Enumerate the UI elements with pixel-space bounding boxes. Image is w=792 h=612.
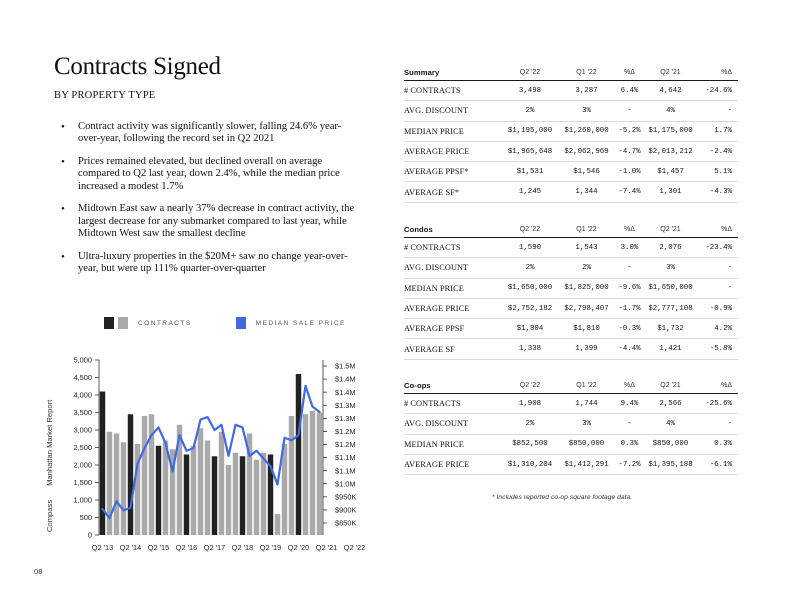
table-row xyxy=(404,142,738,162)
table-row xyxy=(404,162,738,182)
table-cell: -1.0% xyxy=(618,167,641,176)
table-row xyxy=(404,122,738,142)
table-row xyxy=(404,81,738,101)
table-cell: 1,245 xyxy=(518,188,542,197)
row-label: AVERAGE PRICE xyxy=(404,304,470,314)
table-cell: $1,650,000 xyxy=(507,284,553,293)
table-title: Co-ops xyxy=(404,381,431,390)
contracts-bar xyxy=(184,455,189,536)
table-cell: -1.7% xyxy=(618,304,641,313)
right-axis-label: $900K xyxy=(335,505,357,515)
table-cell: -25.6% xyxy=(705,399,732,408)
table-co-ops xyxy=(404,378,738,475)
side-label-report: Manhattan Market Report xyxy=(45,399,54,486)
table-cell: -5.8% xyxy=(709,345,732,354)
page-title: Contracts Signed xyxy=(54,53,221,80)
right-axis-label: $1.0M xyxy=(335,479,356,489)
table-cell: -0.3% xyxy=(618,324,641,333)
row-label: AVG. DISCOUNT xyxy=(404,419,469,429)
contracts-bar xyxy=(198,428,203,535)
header-cell: Q2 '21 xyxy=(660,226,681,233)
table-cell: $1,650,000 xyxy=(648,284,693,293)
left-axis-label: 0 xyxy=(87,530,92,540)
row-label: AVERAGE PRICE xyxy=(404,147,470,157)
table-cell: 3,287 xyxy=(575,86,598,95)
x-axis-label: Q2 '16 xyxy=(175,543,198,552)
table-cell: 2% xyxy=(525,106,535,115)
table-cell: -2.4% xyxy=(709,147,732,156)
table-cell: $1,965,648 xyxy=(507,147,553,156)
row-label: AVERAGE PRICE xyxy=(404,460,470,470)
contracts-bar xyxy=(156,446,161,535)
table-cell: -9.6% xyxy=(618,284,641,293)
legend-label-median-price: MEDIAN SALE PRICE xyxy=(255,319,346,327)
table-cell: 0.3% xyxy=(714,440,732,449)
header-cell: %Δ xyxy=(721,69,732,76)
table-cell: 4,642 xyxy=(659,86,682,95)
contracts-bar xyxy=(100,392,105,536)
table-row xyxy=(404,435,738,455)
table-cell: 3% xyxy=(666,263,675,272)
table-summary xyxy=(404,65,738,203)
header-cell: %Δ xyxy=(721,382,732,389)
side-label-brand: Compass xyxy=(45,499,54,532)
right-axis-label: $1.4M xyxy=(335,374,356,384)
x-axis-label: Q2 '21 xyxy=(315,543,338,552)
table-cell: 1,338 xyxy=(518,345,542,354)
side-label xyxy=(45,400,54,532)
table-cell: - xyxy=(627,106,632,115)
table-cell: -7.4% xyxy=(618,188,641,197)
contracts-bar xyxy=(107,432,112,535)
row-label: AVERAGE PPSF xyxy=(404,324,465,334)
table-cell: $2,777,108 xyxy=(648,304,693,313)
table-title: Condos xyxy=(404,225,433,234)
contracts-bar xyxy=(142,416,147,535)
table-row xyxy=(404,299,738,319)
table-cell: 1,421 xyxy=(659,345,682,354)
left-axis-label: 1,000 xyxy=(73,495,92,505)
table-cell: 1,744 xyxy=(575,399,598,408)
table-cell: 1,301 xyxy=(659,188,682,197)
x-axis-label: Q2 '17 xyxy=(203,543,226,552)
right-axis-label: $1.2M xyxy=(335,427,356,437)
table-cell: 1,908 xyxy=(518,399,542,408)
left-axis-label: 1,500 xyxy=(73,478,92,488)
table-cell: $2,062,969 xyxy=(564,147,609,156)
table-cell: $850,000 xyxy=(568,440,605,449)
bullet-item: • Midtown East saw a nearly 37% decrease in contract activity, the largest decrease for any submarket compared to last year, while Midtown West saw the smallest decline xyxy=(58,203,358,240)
table-cell: $1,546 xyxy=(573,167,600,176)
right-axis-label: $1.2M xyxy=(335,440,356,450)
right-axis-label: $1.1M xyxy=(335,466,356,476)
contracts-bar xyxy=(289,416,294,535)
header-cell: Q2 '22 xyxy=(519,382,541,389)
row-label: # CONTRACTS xyxy=(404,399,461,409)
table-cell: - xyxy=(627,419,632,428)
left-axis-label: 2,500 xyxy=(73,443,92,453)
table-cell: $1,825,000 xyxy=(564,284,609,293)
table-cell: $1,310,204 xyxy=(507,460,553,469)
table-cell: - xyxy=(627,263,632,272)
contracts-bar xyxy=(296,374,301,535)
row-label: # CONTRACTS xyxy=(404,243,461,253)
table-row xyxy=(404,279,738,299)
table-cell: -4.7% xyxy=(618,147,641,156)
page-number: 08 xyxy=(34,567,43,576)
contracts-bar xyxy=(303,414,308,535)
contracts-bar xyxy=(261,453,266,535)
x-axis-label: Q2 '14 xyxy=(119,543,142,552)
header-cell: Q1 '22 xyxy=(576,382,597,389)
contracts-bar xyxy=(128,414,133,535)
table-cell: -23.4% xyxy=(705,243,732,252)
table-header xyxy=(404,378,738,394)
table-cell: 1,344 xyxy=(575,188,598,197)
row-label: MEDIAN PRICE xyxy=(404,439,464,449)
table-cell: 1,543 xyxy=(575,243,598,252)
table-cell: $1,531 xyxy=(516,167,544,176)
contracts-bar xyxy=(219,432,224,535)
table-cell: 4% xyxy=(666,106,675,115)
contracts-bar xyxy=(212,456,217,535)
contracts-bar xyxy=(254,460,259,535)
table-row xyxy=(404,101,738,121)
table-cell: -7.2% xyxy=(618,460,641,469)
row-label: # CONTRACTS xyxy=(404,86,461,96)
legend-label-contracts: CONTRACTS xyxy=(138,319,192,327)
contracts-bar xyxy=(275,514,280,535)
x-axis-label: Q2 '13 xyxy=(91,543,114,552)
contracts-bar xyxy=(205,441,210,536)
row-label: AVG. DISCOUNT xyxy=(404,263,469,273)
contracts-bar xyxy=(114,434,119,536)
right-axis-label: $950K xyxy=(335,492,357,502)
header-cell: Q2 '21 xyxy=(660,382,681,389)
table-cell: 1,590 xyxy=(518,243,542,252)
table-cell: 2% xyxy=(582,263,591,272)
table-cell: -6.1% xyxy=(709,460,732,469)
row-label: AVERAGE SF xyxy=(404,344,455,354)
table-cell: $2,752,182 xyxy=(507,304,553,313)
table-cell: -0.9% xyxy=(709,304,732,313)
contracts-bar xyxy=(317,413,322,536)
table-cell: $1,175,000 xyxy=(648,127,693,136)
header-cell: Q1 '22 xyxy=(576,226,597,233)
right-axis-label: $1.1M xyxy=(335,453,356,463)
table-row xyxy=(404,339,738,359)
right-axis-label: $850K xyxy=(335,518,357,528)
table-cell: - xyxy=(727,263,732,272)
table-cell: -5.2% xyxy=(618,127,641,136)
row-label: AVERAGE SF* xyxy=(404,187,460,197)
table-cell: 1,399 xyxy=(575,345,598,354)
left-axis-label: 4,500 xyxy=(73,373,92,383)
header-cell: %Δ xyxy=(721,226,732,233)
table-row xyxy=(404,238,738,258)
table-cell: $1,732 xyxy=(657,324,684,333)
table-cell: -24.6% xyxy=(705,86,732,95)
table-cell: 3% xyxy=(582,419,591,428)
table-title: Summary xyxy=(404,68,440,77)
table-cell: $1,260,000 xyxy=(564,127,609,136)
header-cell: Q1 '22 xyxy=(576,69,597,76)
table-header xyxy=(404,222,738,238)
table-cell: $850,000 xyxy=(652,440,689,449)
table-cell: $1,804 xyxy=(516,324,544,333)
header-cell: Q2 '22 xyxy=(519,226,541,233)
table-cell: - xyxy=(727,284,732,293)
table-cell: - xyxy=(727,419,732,428)
table-cell: $2,013,212 xyxy=(648,147,693,156)
row-label: MEDIAN PRICE xyxy=(404,126,464,136)
left-axis-label: 3,000 xyxy=(73,425,92,435)
table-cell: 6.4% xyxy=(620,86,639,95)
table-cell: -4.4% xyxy=(618,345,641,354)
contracts-bar xyxy=(226,465,231,535)
right-axis-label: $1.3M xyxy=(335,413,356,423)
x-axis-label: Q2 '20 xyxy=(287,543,310,552)
table-row xyxy=(404,182,738,202)
x-axis-label: Q2 '15 xyxy=(147,543,170,552)
left-axis-label: 3,500 xyxy=(73,408,92,418)
table-cell: $1,457 xyxy=(657,167,684,176)
table-cell: 2,566 xyxy=(659,399,682,408)
table-row xyxy=(404,394,738,414)
x-axis-label: Q2 '19 xyxy=(259,543,282,552)
row-label: AVG. DISCOUNT xyxy=(404,106,469,116)
table-cell: 5.1% xyxy=(714,167,732,176)
header-cell: %Δ xyxy=(624,69,635,76)
table-cell: $2,798,407 xyxy=(564,304,609,313)
table-cell: 2,076 xyxy=(659,243,682,252)
right-axis-label: $1.4M xyxy=(335,387,356,397)
right-axis-label: $1.5M xyxy=(335,361,356,371)
table-cell: -4.3% xyxy=(709,188,732,197)
footnote: * Includes reported co-op square footage data. xyxy=(492,494,633,501)
contracts-bar xyxy=(240,456,245,535)
bullet-item: • Prices remained elevated, but declined overall on average compared to Q2 last year, down 2.4%, while the median price increased a modest 1.7% xyxy=(58,156,358,193)
table-cell: 2% xyxy=(525,419,535,428)
header-cell: %Δ xyxy=(624,226,635,233)
table-cell: 0.3% xyxy=(620,440,639,449)
x-axis-label: Q2 '18 xyxy=(231,543,254,552)
left-axis-label: 4,000 xyxy=(73,390,92,400)
header-cell: Q2 '22 xyxy=(519,69,541,76)
page-subtitle: BY PROPERTY TYPE xyxy=(54,90,156,101)
contracts-bar xyxy=(191,446,196,535)
table-cell: - xyxy=(727,106,732,115)
row-label: AVERAGE PPSF* xyxy=(404,167,469,177)
bullet-item: • Ultra-luxury properties in the $20M+ saw no change year-over-year, but were up 111% quarter-over-quarter xyxy=(58,251,358,276)
contracts-bar xyxy=(121,442,126,535)
table-condos xyxy=(404,222,738,360)
table-cell: 3,498 xyxy=(518,86,542,95)
table-cell: 4% xyxy=(666,419,675,428)
table-cell: $1,195,000 xyxy=(507,127,553,136)
bullet-item: • Contract activity was significantly slower, falling 24.6% year-over-year, following the record set in Q2 2021 xyxy=(58,121,358,146)
right-axis-label: $1.3M xyxy=(335,400,356,410)
table-row xyxy=(404,455,738,475)
table-cell: $1,395,188 xyxy=(648,460,693,469)
left-axis-label: 5,000 xyxy=(73,355,92,365)
table-cell: 9.4% xyxy=(620,399,639,408)
table-cell: 3% xyxy=(582,106,591,115)
left-axis-label: 2,000 xyxy=(73,460,92,470)
left-axis-label: 500 xyxy=(79,513,92,523)
header-cell: Q2 '21 xyxy=(660,69,681,76)
table-cell: 3.0% xyxy=(620,243,639,252)
table-cell: 4.2% xyxy=(714,324,732,333)
header-cell: %Δ xyxy=(624,382,635,389)
x-axis-label: Q2 '22 xyxy=(343,543,366,552)
contracts-bar xyxy=(310,411,315,535)
table-cell: 1.7% xyxy=(714,127,732,136)
table-header xyxy=(404,65,738,81)
table-row xyxy=(404,414,738,434)
contracts-bar xyxy=(233,453,238,535)
table-row xyxy=(404,319,738,339)
table-cell: 2% xyxy=(525,263,535,272)
table-cell: $1,412,291 xyxy=(564,460,609,469)
table-cell: $1,810 xyxy=(573,324,600,333)
row-label: MEDIAN PRICE xyxy=(404,283,464,293)
table-cell: $852,500 xyxy=(512,440,548,449)
table-row xyxy=(404,258,738,278)
